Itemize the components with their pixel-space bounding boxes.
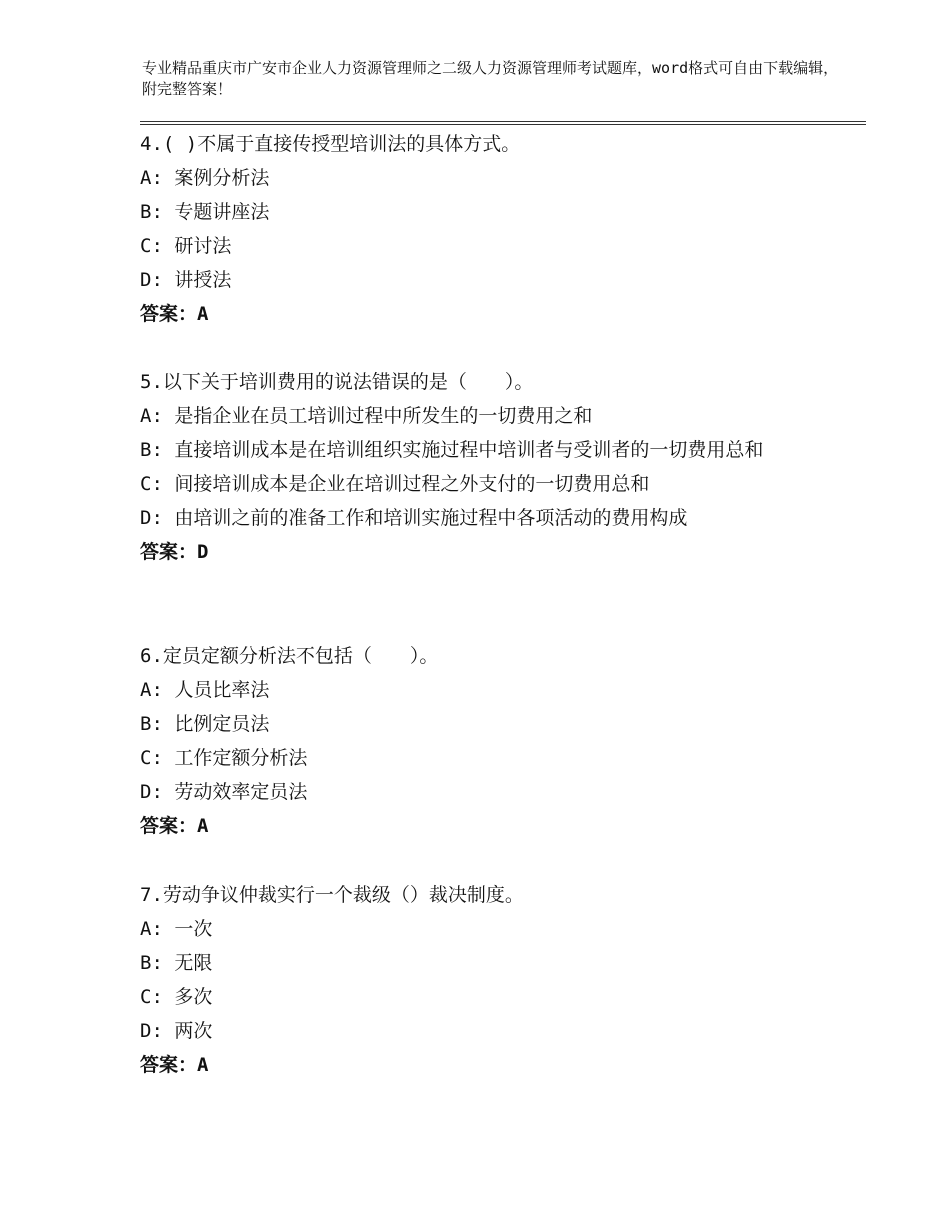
question-stem: 4.( )不属于直接传授型培训法的具体方式。 xyxy=(140,133,521,155)
option-c: C: 多次 xyxy=(140,986,213,1008)
option-d: D: 劳动效率定员法 xyxy=(140,781,308,803)
question-stem: 5.以下关于培训费用的说法错误的是（ ）。 xyxy=(140,371,534,393)
answer: 答案：A xyxy=(140,1054,209,1076)
option-d: D: 由培训之前的准备工作和培训实施过程中各项活动的费用构成 xyxy=(140,507,688,529)
question-stem: 6.定员定额分析法不包括（ ）。 xyxy=(140,645,439,667)
option-b: B: 比例定员法 xyxy=(140,713,270,735)
question-7 xyxy=(140,878,820,1082)
option-d: D: 两次 xyxy=(140,1020,213,1042)
header-divider-bottom xyxy=(140,124,866,125)
option-b: B: 无限 xyxy=(140,952,213,974)
answer: 答案：A xyxy=(140,303,209,325)
option-a: A: 案例分析法 xyxy=(140,167,270,189)
answer: 答案：A xyxy=(140,815,209,837)
option-c: C: 工作定额分析法 xyxy=(140,747,308,769)
question-4 xyxy=(140,127,820,331)
question-6 xyxy=(140,639,820,843)
option-c: C: 研讨法 xyxy=(140,235,232,257)
question-5 xyxy=(140,365,820,569)
option-c: C: 间接培训成本是企业在培训过程之外支付的一切费用总和 xyxy=(140,473,650,495)
option-b: B: 专题讲座法 xyxy=(140,201,270,223)
option-a: A: 一次 xyxy=(140,918,213,940)
option-a: A: 是指企业在员工培训过程中所发生的一切费用之和 xyxy=(140,405,593,427)
document-header: 专业精品重庆市广安市企业人力资源管理师之二级人力资源管理师考试题库，word格式可自由下载编辑，附完整答案！ xyxy=(142,59,839,98)
option-d: D: 讲授法 xyxy=(140,269,232,291)
option-a: A: 人员比率法 xyxy=(140,679,270,701)
answer: 答案：D xyxy=(140,541,209,563)
option-b: B: 直接培训成本是在培训组织实施过程中培训者与受训者的一切费用总和 xyxy=(140,439,764,461)
question-stem: 7.劳动争议仲裁实行一个裁级（）裁决制度。 xyxy=(140,884,524,906)
header-divider-top xyxy=(140,121,866,122)
